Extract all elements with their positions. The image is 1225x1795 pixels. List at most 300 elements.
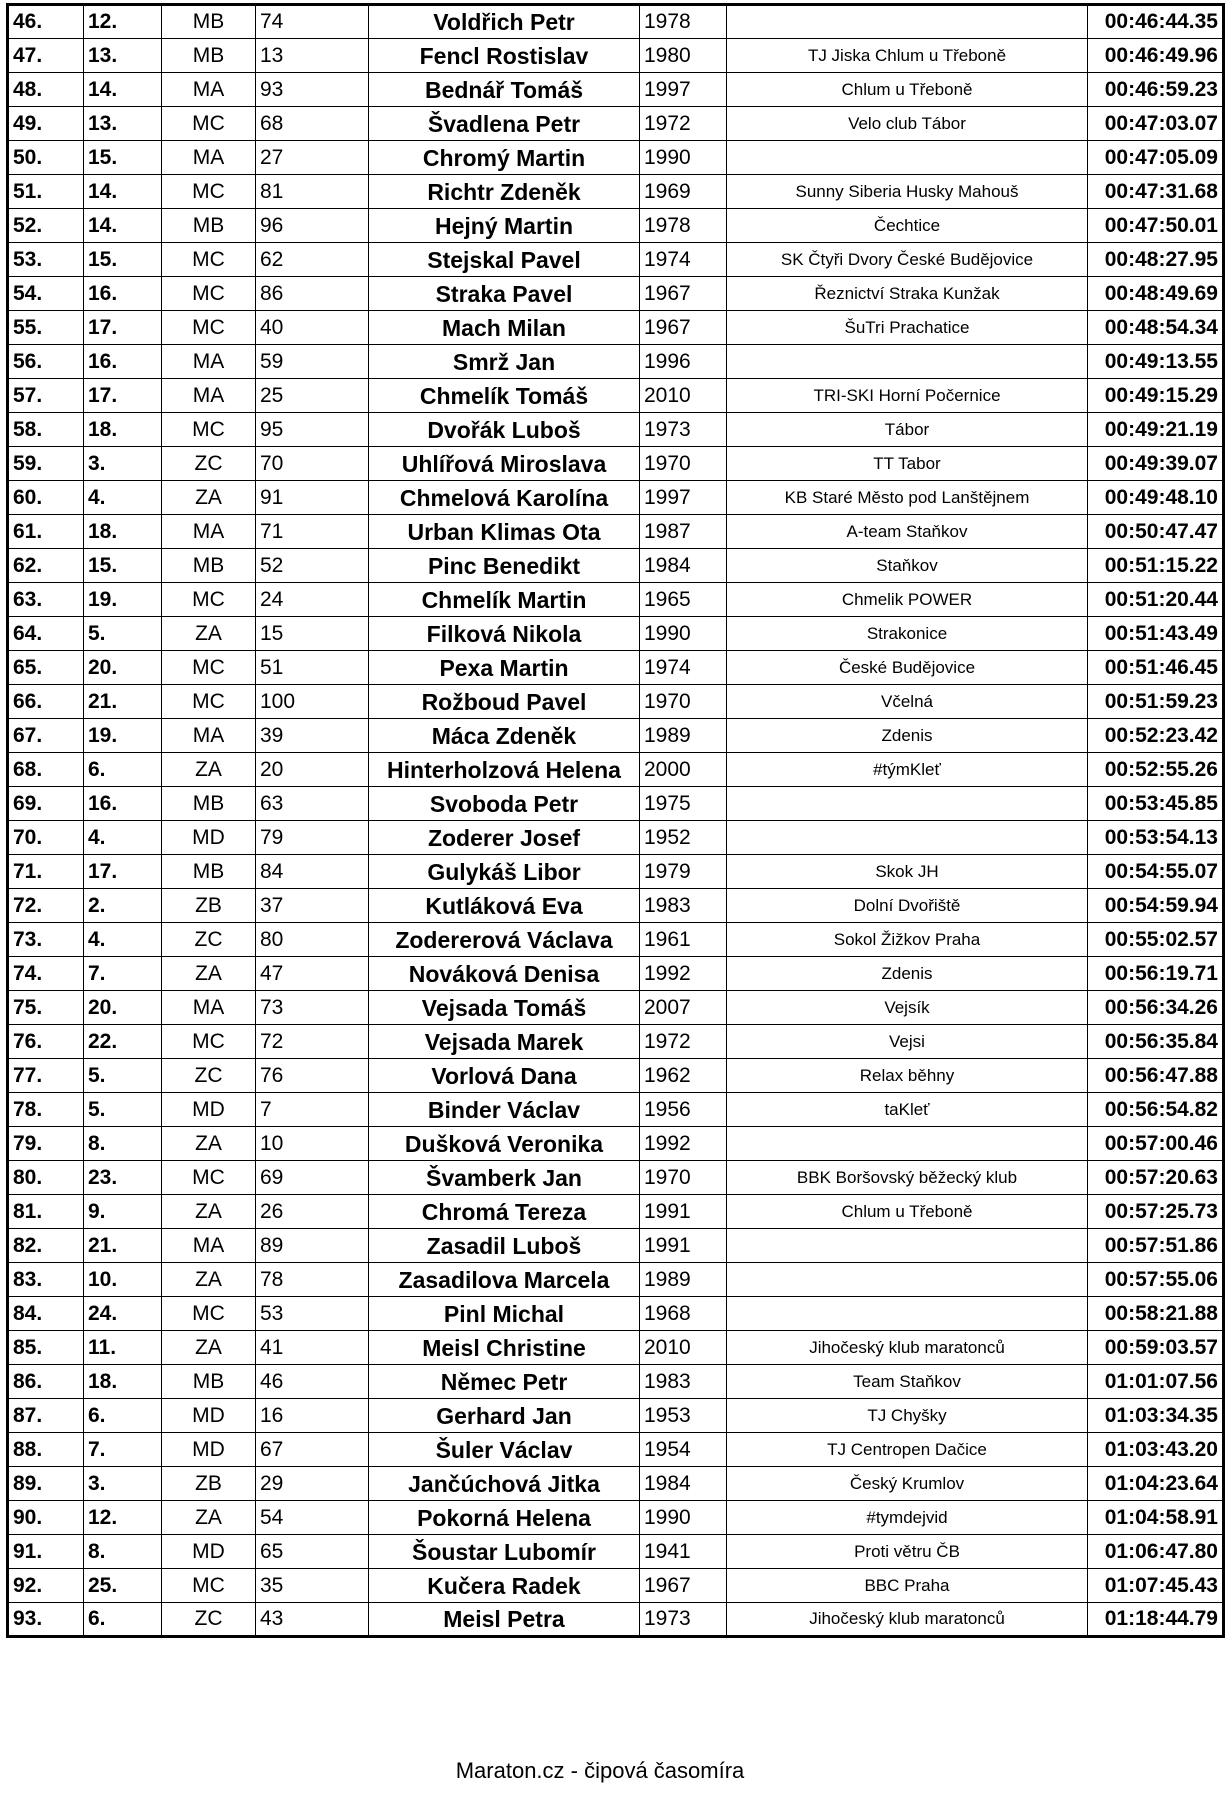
category: MA bbox=[162, 73, 256, 107]
bib-number: 16 bbox=[256, 1399, 369, 1433]
finish-time: 00:49:48.10 bbox=[1088, 481, 1224, 515]
runner-name: Meisl Christine bbox=[369, 1331, 640, 1365]
finish-time: 00:47:03.07 bbox=[1088, 107, 1224, 141]
birth-year: 1961 bbox=[640, 923, 727, 957]
runner-name: Binder Václav bbox=[369, 1093, 640, 1127]
runner-name: Němec Petr bbox=[369, 1365, 640, 1399]
category: MA bbox=[162, 719, 256, 753]
runner-name: Vejsada Tomáš bbox=[369, 991, 640, 1025]
finish-time: 00:46:49.96 bbox=[1088, 39, 1224, 73]
birth-year: 1952 bbox=[640, 821, 727, 855]
birth-year: 1984 bbox=[640, 1467, 727, 1501]
overall-position: 93. bbox=[8, 1603, 84, 1637]
table-row bbox=[8, 583, 1224, 617]
runner-name: Zasadilova Marcela bbox=[369, 1263, 640, 1297]
finish-time: 00:50:47.47 bbox=[1088, 515, 1224, 549]
table-row bbox=[8, 175, 1224, 209]
category-position: 15. bbox=[84, 141, 162, 175]
runner-name: Gerhard Jan bbox=[369, 1399, 640, 1433]
category-position: 16. bbox=[84, 277, 162, 311]
overall-position: 55. bbox=[8, 311, 84, 345]
club-name bbox=[727, 1229, 1088, 1263]
table-row bbox=[8, 617, 1224, 651]
birth-year: 1989 bbox=[640, 719, 727, 753]
category-position: 8. bbox=[84, 1535, 162, 1569]
birth-year: 1974 bbox=[640, 243, 727, 277]
category-position: 7. bbox=[84, 1433, 162, 1467]
bib-number: 43 bbox=[256, 1603, 369, 1637]
club-name: Řeznictví Straka Kunžak bbox=[727, 277, 1088, 311]
club-name bbox=[727, 141, 1088, 175]
category-position: 12. bbox=[84, 1501, 162, 1535]
finish-time: 00:49:15.29 bbox=[1088, 379, 1224, 413]
category: MC bbox=[162, 311, 256, 345]
category-position: 4. bbox=[84, 821, 162, 855]
finish-time: 00:46:59.23 bbox=[1088, 73, 1224, 107]
category: ZA bbox=[162, 753, 256, 787]
footer-text: Maraton.cz - čipová časomíra bbox=[455, 1758, 745, 1783]
birth-year: 1987 bbox=[640, 515, 727, 549]
finish-time: 00:57:25.73 bbox=[1088, 1195, 1224, 1229]
club-name: České Budějovice bbox=[727, 651, 1088, 685]
category: MC bbox=[162, 583, 256, 617]
category: MA bbox=[162, 1229, 256, 1263]
club-name: #tymdejvid bbox=[727, 1501, 1088, 1535]
finish-time: 00:54:55.07 bbox=[1088, 855, 1224, 889]
overall-position: 64. bbox=[8, 617, 84, 651]
birth-year: 1953 bbox=[640, 1399, 727, 1433]
bib-number: 53 bbox=[256, 1297, 369, 1331]
birth-year: 1991 bbox=[640, 1229, 727, 1263]
overall-position: 91. bbox=[8, 1535, 84, 1569]
club-name: Český Krumlov bbox=[727, 1467, 1088, 1501]
category: MB bbox=[162, 855, 256, 889]
overall-position: 86. bbox=[8, 1365, 84, 1399]
birth-year: 1979 bbox=[640, 855, 727, 889]
category: MA bbox=[162, 345, 256, 379]
finish-time: 01:04:58.91 bbox=[1088, 1501, 1224, 1535]
bib-number: 86 bbox=[256, 277, 369, 311]
category: ZA bbox=[162, 957, 256, 991]
category-position: 11. bbox=[84, 1331, 162, 1365]
runner-name: Meisl Petra bbox=[369, 1603, 640, 1637]
overall-position: 67. bbox=[8, 719, 84, 753]
category: MD bbox=[162, 821, 256, 855]
table-row bbox=[8, 1229, 1224, 1263]
category-position: 23. bbox=[84, 1161, 162, 1195]
runner-name: Voldřich Petr bbox=[369, 5, 640, 39]
birth-year: 1983 bbox=[640, 1365, 727, 1399]
bib-number: 27 bbox=[256, 141, 369, 175]
table-row bbox=[8, 957, 1224, 991]
bib-number: 46 bbox=[256, 1365, 369, 1399]
category-position: 4. bbox=[84, 923, 162, 957]
club-name: ŠuTri Prachatice bbox=[727, 311, 1088, 345]
runner-name: Zodererová Václava bbox=[369, 923, 640, 957]
club-name: Zdenis bbox=[727, 957, 1088, 991]
category: MA bbox=[162, 991, 256, 1025]
finish-time: 00:56:35.84 bbox=[1088, 1025, 1224, 1059]
club-name: Velo club Tábor bbox=[727, 107, 1088, 141]
finish-time: 00:49:13.55 bbox=[1088, 345, 1224, 379]
table-row bbox=[8, 413, 1224, 447]
birth-year: 2000 bbox=[640, 753, 727, 787]
runner-name: Chromý Martin bbox=[369, 141, 640, 175]
overall-position: 69. bbox=[8, 787, 84, 821]
overall-position: 90. bbox=[8, 1501, 84, 1535]
bib-number: 71 bbox=[256, 515, 369, 549]
category: ZC bbox=[162, 1603, 256, 1637]
overall-position: 83. bbox=[8, 1263, 84, 1297]
finish-time: 01:07:45.43 bbox=[1088, 1569, 1224, 1603]
category-position: 6. bbox=[84, 1399, 162, 1433]
runner-name: Bednář Tomáš bbox=[369, 73, 640, 107]
birth-year: 1973 bbox=[640, 413, 727, 447]
finish-time: 00:51:46.45 bbox=[1088, 651, 1224, 685]
table-row bbox=[8, 481, 1224, 515]
club-name: Vejsi bbox=[727, 1025, 1088, 1059]
club-name: TT Tabor bbox=[727, 447, 1088, 481]
category: MB bbox=[162, 787, 256, 821]
finish-time: 00:59:03.57 bbox=[1088, 1331, 1224, 1365]
table-row bbox=[8, 1331, 1224, 1365]
category-position: 17. bbox=[84, 311, 162, 345]
overall-position: 47. bbox=[8, 39, 84, 73]
runner-name: Vorlová Dana bbox=[369, 1059, 640, 1093]
bib-number: 84 bbox=[256, 855, 369, 889]
bib-number: 68 bbox=[256, 107, 369, 141]
finish-time: 00:52:23.42 bbox=[1088, 719, 1224, 753]
club-name: SK Čtyři Dvory České Budějovice bbox=[727, 243, 1088, 277]
runner-name: Zasadil Luboš bbox=[369, 1229, 640, 1263]
bib-number: 65 bbox=[256, 1535, 369, 1569]
table-row bbox=[8, 753, 1224, 787]
finish-time: 00:53:54.13 bbox=[1088, 821, 1224, 855]
overall-position: 61. bbox=[8, 515, 84, 549]
runner-name: Kučera Radek bbox=[369, 1569, 640, 1603]
table-row bbox=[8, 651, 1224, 685]
table-row bbox=[8, 549, 1224, 583]
overall-position: 84. bbox=[8, 1297, 84, 1331]
table-row bbox=[8, 1569, 1224, 1603]
overall-position: 82. bbox=[8, 1229, 84, 1263]
category-position: 13. bbox=[84, 39, 162, 73]
bib-number: 35 bbox=[256, 1569, 369, 1603]
category-position: 19. bbox=[84, 719, 162, 753]
club-name: Proti větru ČB bbox=[727, 1535, 1088, 1569]
bib-number: 62 bbox=[256, 243, 369, 277]
bib-number: 100 bbox=[256, 685, 369, 719]
category-position: 21. bbox=[84, 1229, 162, 1263]
overall-position: 62. bbox=[8, 549, 84, 583]
overall-position: 76. bbox=[8, 1025, 84, 1059]
birth-year: 1972 bbox=[640, 107, 727, 141]
overall-position: 49. bbox=[8, 107, 84, 141]
category-position: 6. bbox=[84, 753, 162, 787]
table-row bbox=[8, 5, 1224, 39]
birth-year: 1992 bbox=[640, 957, 727, 991]
bib-number: 67 bbox=[256, 1433, 369, 1467]
overall-position: 51. bbox=[8, 175, 84, 209]
club-name: TJ Centropen Dačice bbox=[727, 1433, 1088, 1467]
category: ZA bbox=[162, 481, 256, 515]
table-row bbox=[8, 209, 1224, 243]
club-name: TRI-SKI Horní Počernice bbox=[727, 379, 1088, 413]
birth-year: 1967 bbox=[640, 277, 727, 311]
finish-time: 01:06:47.80 bbox=[1088, 1535, 1224, 1569]
category: ZA bbox=[162, 1263, 256, 1297]
runner-name: Nováková Denisa bbox=[369, 957, 640, 991]
birth-year: 1980 bbox=[640, 39, 727, 73]
overall-position: 79. bbox=[8, 1127, 84, 1161]
table-row bbox=[8, 787, 1224, 821]
table-row bbox=[8, 447, 1224, 481]
club-name: A-team Staňkov bbox=[727, 515, 1088, 549]
runner-name: Rožboud Pavel bbox=[369, 685, 640, 719]
overall-position: 89. bbox=[8, 1467, 84, 1501]
table-row bbox=[8, 1127, 1224, 1161]
category: MD bbox=[162, 1535, 256, 1569]
birth-year: 2007 bbox=[640, 991, 727, 1025]
finish-time: 00:56:47.88 bbox=[1088, 1059, 1224, 1093]
category-position: 21. bbox=[84, 685, 162, 719]
club-name: taKleť bbox=[727, 1093, 1088, 1127]
category: ZC bbox=[162, 447, 256, 481]
category: ZC bbox=[162, 1059, 256, 1093]
runner-name: Svoboda Petr bbox=[369, 787, 640, 821]
table-row bbox=[8, 991, 1224, 1025]
category: MA bbox=[162, 379, 256, 413]
birth-year: 1962 bbox=[640, 1059, 727, 1093]
bib-number: 59 bbox=[256, 345, 369, 379]
bib-number: 26 bbox=[256, 1195, 369, 1229]
category: MC bbox=[162, 1161, 256, 1195]
bib-number: 72 bbox=[256, 1025, 369, 1059]
club-name: KB Staré Město pod Lanštějnem bbox=[727, 481, 1088, 515]
table-row bbox=[8, 719, 1224, 753]
category-position: 15. bbox=[84, 243, 162, 277]
finish-time: 00:52:55.26 bbox=[1088, 753, 1224, 787]
bib-number: 95 bbox=[256, 413, 369, 447]
category-position: 24. bbox=[84, 1297, 162, 1331]
runner-name: Máca Zdeněk bbox=[369, 719, 640, 753]
runner-name: Straka Pavel bbox=[369, 277, 640, 311]
category-position: 8. bbox=[84, 1127, 162, 1161]
overall-position: 78. bbox=[8, 1093, 84, 1127]
bib-number: 7 bbox=[256, 1093, 369, 1127]
table-row bbox=[8, 1365, 1224, 1399]
overall-position: 77. bbox=[8, 1059, 84, 1093]
birth-year: 1997 bbox=[640, 481, 727, 515]
table-row bbox=[8, 107, 1224, 141]
finish-time: 00:56:54.82 bbox=[1088, 1093, 1224, 1127]
birth-year: 1970 bbox=[640, 1161, 727, 1195]
table-row bbox=[8, 515, 1224, 549]
category-position: 12. bbox=[84, 5, 162, 39]
overall-position: 59. bbox=[8, 447, 84, 481]
birth-year: 1997 bbox=[640, 73, 727, 107]
bib-number: 93 bbox=[256, 73, 369, 107]
overall-position: 88. bbox=[8, 1433, 84, 1467]
category: ZA bbox=[162, 1331, 256, 1365]
bib-number: 81 bbox=[256, 175, 369, 209]
birth-year: 1990 bbox=[640, 141, 727, 175]
table-row bbox=[8, 1399, 1224, 1433]
category-position: 2. bbox=[84, 889, 162, 923]
runner-name: Zoderer Josef bbox=[369, 821, 640, 855]
results-body bbox=[8, 5, 1224, 1637]
category-position: 3. bbox=[84, 447, 162, 481]
table-row bbox=[8, 1195, 1224, 1229]
table-row bbox=[8, 923, 1224, 957]
category: ZA bbox=[162, 1501, 256, 1535]
overall-position: 66. bbox=[8, 685, 84, 719]
club-name: Chmelik POWER bbox=[727, 583, 1088, 617]
category: MB bbox=[162, 5, 256, 39]
overall-position: 57. bbox=[8, 379, 84, 413]
category: MB bbox=[162, 1365, 256, 1399]
table-row bbox=[8, 1603, 1224, 1637]
category: MD bbox=[162, 1433, 256, 1467]
runner-name: Fencl Rostislav bbox=[369, 39, 640, 73]
finish-time: 00:47:31.68 bbox=[1088, 175, 1224, 209]
table-row bbox=[8, 73, 1224, 107]
category-position: 19. bbox=[84, 583, 162, 617]
table-row bbox=[8, 1161, 1224, 1195]
birth-year: 1990 bbox=[640, 1501, 727, 1535]
category-position: 16. bbox=[84, 345, 162, 379]
bib-number: 91 bbox=[256, 481, 369, 515]
overall-position: 58. bbox=[8, 413, 84, 447]
category-position: 3. bbox=[84, 1467, 162, 1501]
runner-name: Pexa Martin bbox=[369, 651, 640, 685]
table-row bbox=[8, 311, 1224, 345]
finish-time: 00:56:19.71 bbox=[1088, 957, 1224, 991]
overall-position: 48. bbox=[8, 73, 84, 107]
overall-position: 81. bbox=[8, 1195, 84, 1229]
runner-name: Švadlena Petr bbox=[369, 107, 640, 141]
birth-year: 1965 bbox=[640, 583, 727, 617]
table-row bbox=[8, 379, 1224, 413]
category-position: 25. bbox=[84, 1569, 162, 1603]
category-position: 6. bbox=[84, 1603, 162, 1637]
bib-number: 69 bbox=[256, 1161, 369, 1195]
finish-time: 00:48:27.95 bbox=[1088, 243, 1224, 277]
runner-name: Hejný Martin bbox=[369, 209, 640, 243]
runner-name: Dvořák Luboš bbox=[369, 413, 640, 447]
bib-number: 74 bbox=[256, 5, 369, 39]
birth-year: 1970 bbox=[640, 447, 727, 481]
club-name: #týmKleť bbox=[727, 753, 1088, 787]
birth-year: 1990 bbox=[640, 617, 727, 651]
bib-number: 25 bbox=[256, 379, 369, 413]
category: MC bbox=[162, 1569, 256, 1603]
category-position: 20. bbox=[84, 991, 162, 1025]
category: ZB bbox=[162, 1467, 256, 1501]
table-row bbox=[8, 1467, 1224, 1501]
table-row bbox=[8, 1297, 1224, 1331]
category: ZA bbox=[162, 617, 256, 651]
category-position: 18. bbox=[84, 515, 162, 549]
birth-year: 1968 bbox=[640, 1297, 727, 1331]
birth-year: 1978 bbox=[640, 5, 727, 39]
finish-time: 00:47:50.01 bbox=[1088, 209, 1224, 243]
overall-position: 65. bbox=[8, 651, 84, 685]
bib-number: 79 bbox=[256, 821, 369, 855]
birth-year: 1978 bbox=[640, 209, 727, 243]
finish-time: 01:03:43.20 bbox=[1088, 1433, 1224, 1467]
bib-number: 63 bbox=[256, 787, 369, 821]
category: MC bbox=[162, 685, 256, 719]
birth-year: 1996 bbox=[640, 345, 727, 379]
finish-time: 00:48:49.69 bbox=[1088, 277, 1224, 311]
table-row bbox=[8, 685, 1224, 719]
category: ZC bbox=[162, 923, 256, 957]
bib-number: 29 bbox=[256, 1467, 369, 1501]
table-row bbox=[8, 1059, 1224, 1093]
category: MD bbox=[162, 1093, 256, 1127]
overall-position: 46. bbox=[8, 5, 84, 39]
runner-name: Šoustar Lubomír bbox=[369, 1535, 640, 1569]
category: ZA bbox=[162, 1195, 256, 1229]
club-name: Sunny Siberia Husky Mahouš bbox=[727, 175, 1088, 209]
overall-position: 50. bbox=[8, 141, 84, 175]
birth-year: 1991 bbox=[640, 1195, 727, 1229]
birth-year: 1984 bbox=[640, 549, 727, 583]
club-name: Strakonice bbox=[727, 617, 1088, 651]
table-row bbox=[8, 821, 1224, 855]
finish-time: 01:04:23.64 bbox=[1088, 1467, 1224, 1501]
club-name bbox=[727, 1263, 1088, 1297]
runner-name: Vejsada Marek bbox=[369, 1025, 640, 1059]
birth-year: 1967 bbox=[640, 1569, 727, 1603]
finish-time: 00:54:59.94 bbox=[1088, 889, 1224, 923]
runner-name: Gulykáš Libor bbox=[369, 855, 640, 889]
bib-number: 52 bbox=[256, 549, 369, 583]
bib-number: 80 bbox=[256, 923, 369, 957]
overall-position: 53. bbox=[8, 243, 84, 277]
category: ZA bbox=[162, 1127, 256, 1161]
runner-name: Filková Nikola bbox=[369, 617, 640, 651]
runner-name: Švamberk Jan bbox=[369, 1161, 640, 1195]
category-position: 5. bbox=[84, 617, 162, 651]
runner-name: Jančúchová Jitka bbox=[369, 1467, 640, 1501]
birth-year: 1989 bbox=[640, 1263, 727, 1297]
overall-position: 54. bbox=[8, 277, 84, 311]
overall-position: 71. bbox=[8, 855, 84, 889]
runner-name: Kutláková Eva bbox=[369, 889, 640, 923]
category-position: 16. bbox=[84, 787, 162, 821]
table-row bbox=[8, 1501, 1224, 1535]
overall-position: 52. bbox=[8, 209, 84, 243]
club-name: Dolní Dvořiště bbox=[727, 889, 1088, 923]
category-position: 5. bbox=[84, 1093, 162, 1127]
bib-number: 70 bbox=[256, 447, 369, 481]
table-row bbox=[8, 243, 1224, 277]
bib-number: 40 bbox=[256, 311, 369, 345]
table-row bbox=[8, 345, 1224, 379]
table-row bbox=[8, 1433, 1224, 1467]
finish-time: 00:48:54.34 bbox=[1088, 311, 1224, 345]
category: MC bbox=[162, 413, 256, 447]
table-row bbox=[8, 141, 1224, 175]
birth-year: 1992 bbox=[640, 1127, 727, 1161]
birth-year: 1954 bbox=[640, 1433, 727, 1467]
overall-position: 85. bbox=[8, 1331, 84, 1365]
category-position: 7. bbox=[84, 957, 162, 991]
category: MC bbox=[162, 1297, 256, 1331]
club-name: Relax běhny bbox=[727, 1059, 1088, 1093]
